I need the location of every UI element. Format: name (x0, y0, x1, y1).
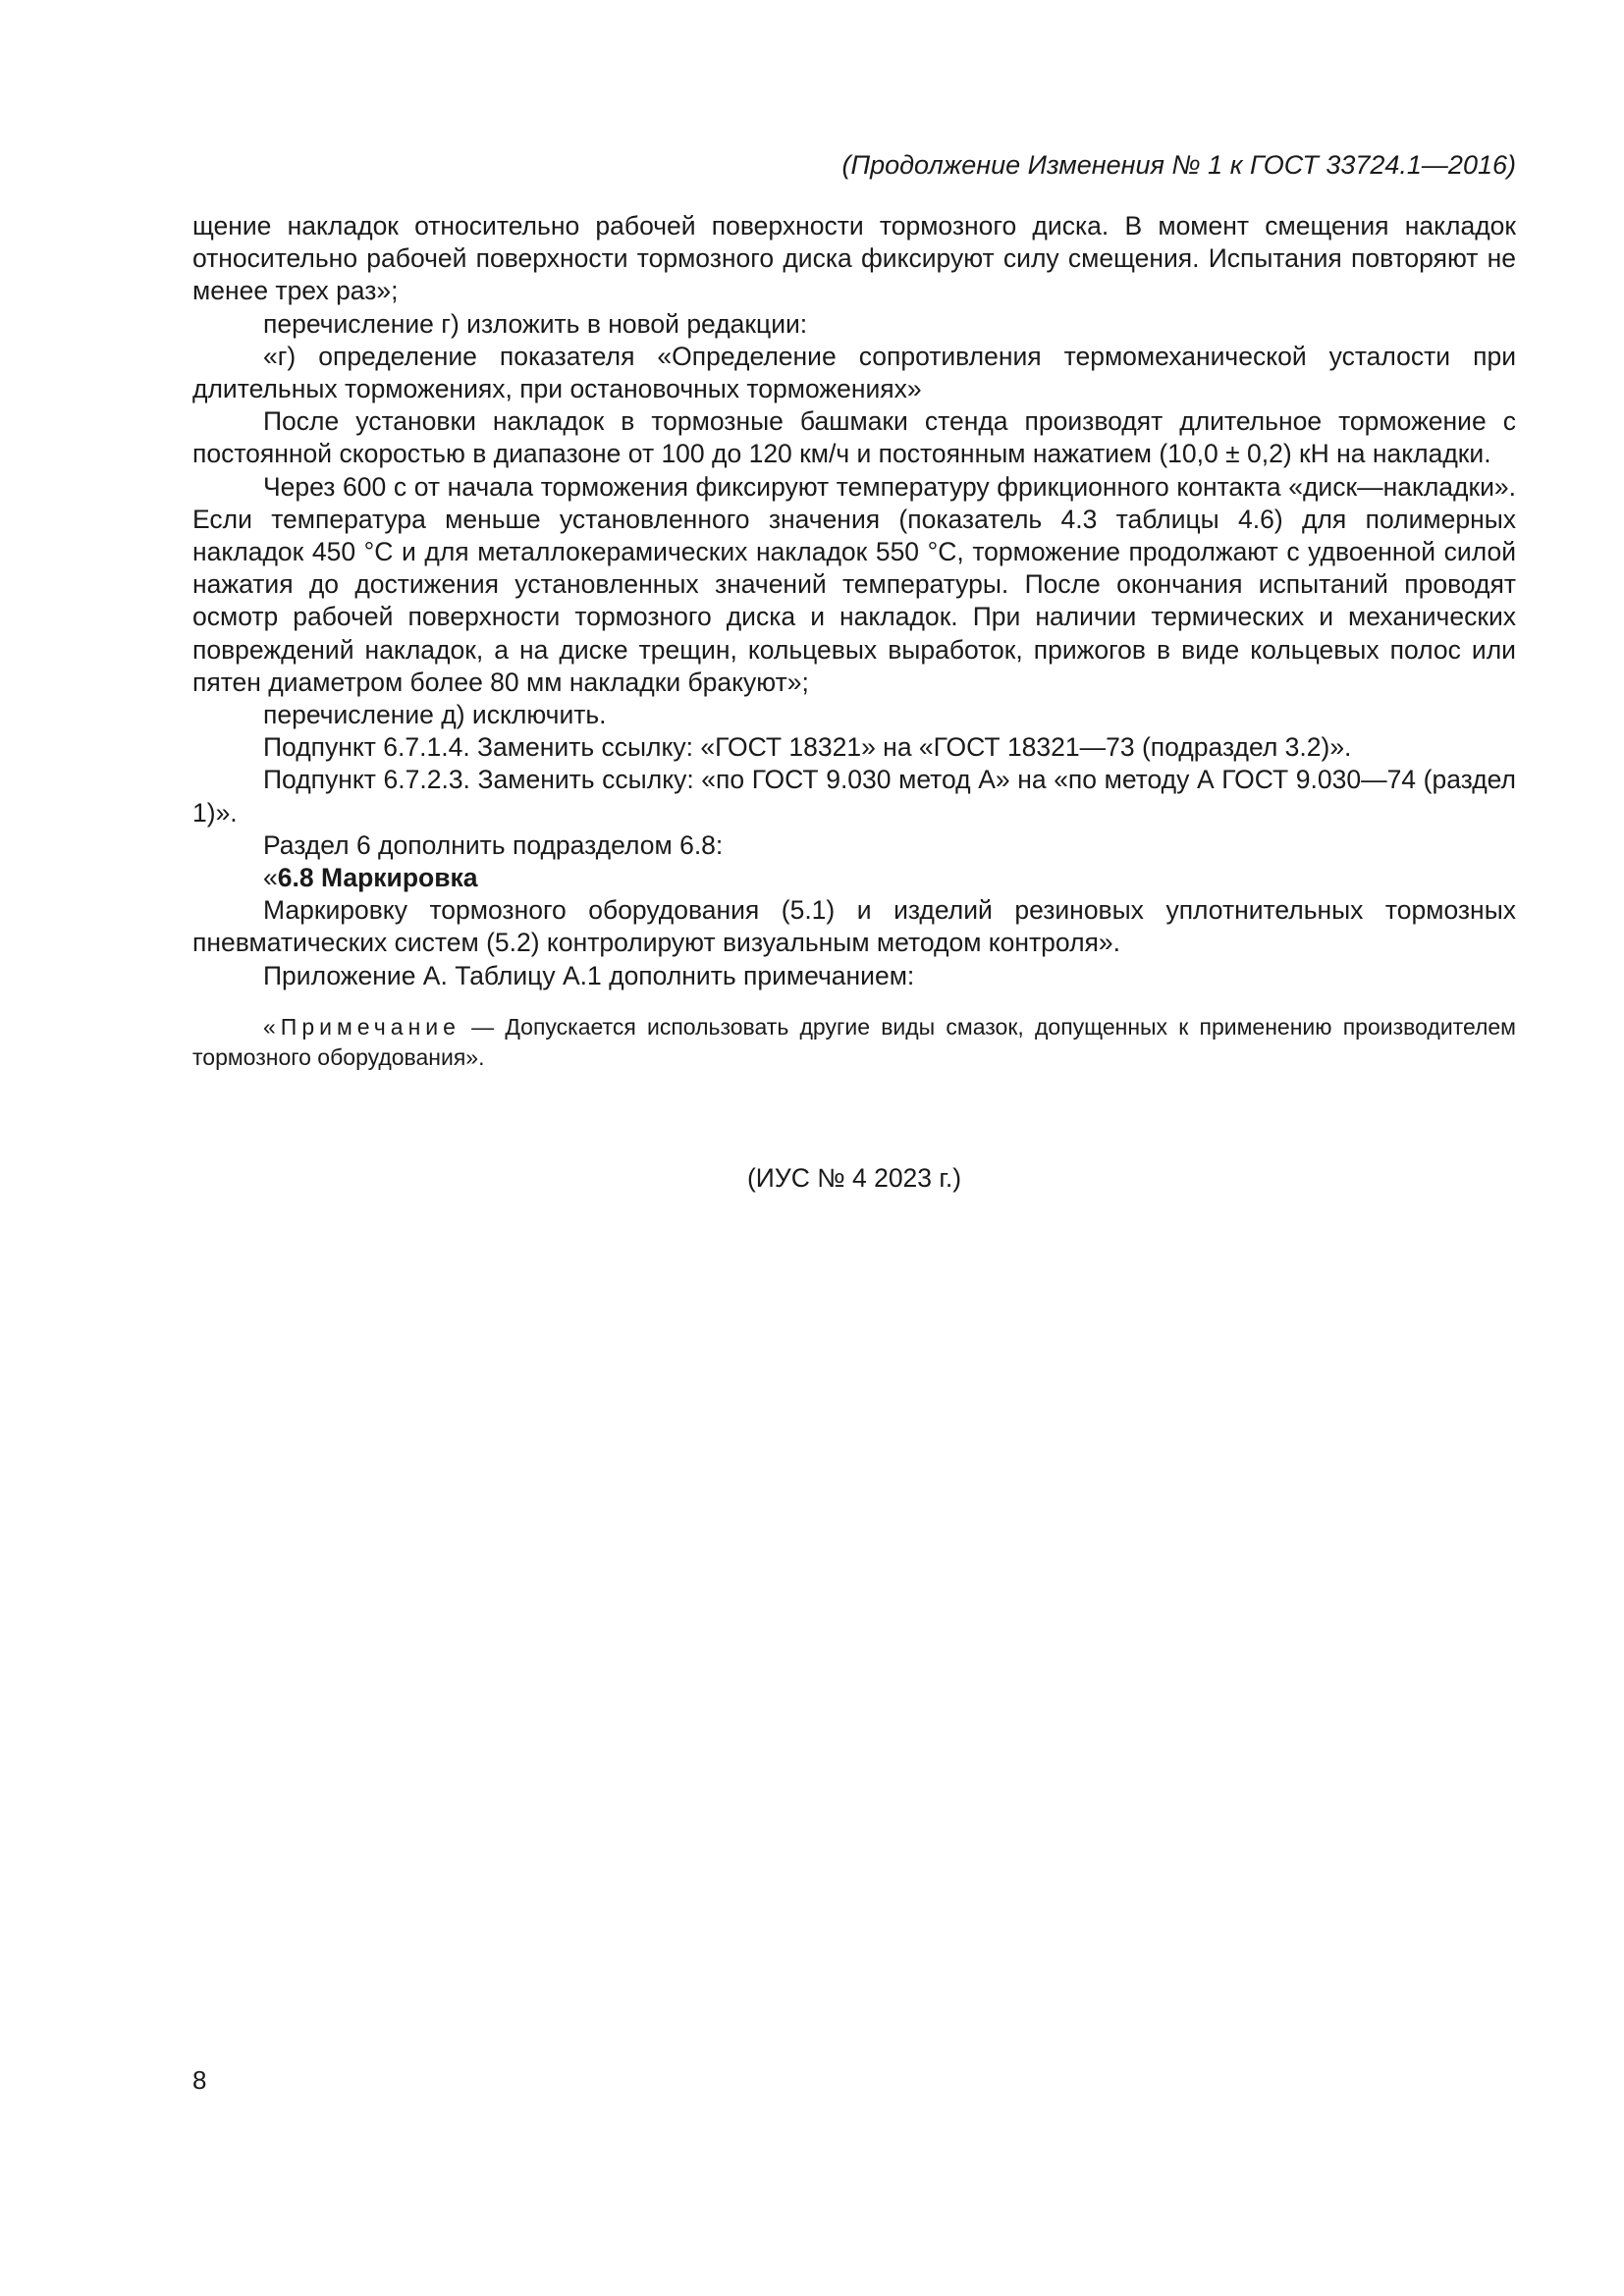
paragraph-marking-control: Маркировку тормозного оборудования (5.1) и изделий резиновых уплотнительных тормозных пневматических систем (5.2) контролируют визуальным методом контроля». (192, 895, 1516, 958)
paragraph-temperature-check: Через 600 с от начала торможения фиксируют температуру фрикционного контакта «диск—накладки». Если температура меньше установленного значения (показатель 4.3 таблицы 4.6) для полимерных накладок 450 °С и для металлокерамических накладок 550 °С, торможение продолжают с удвоенной силой нажатия до достижения установленных значений температуры. После окончания испытаний проводят осмотр рабочей поверхности тормозного диска и накладок. При наличии термических и механических повреждений накладок, а на диске трещин, кольцевых выработок, прижогов в виде кольцевых полос или пятен диаметром более 80 мм накладки бракуют»; (192, 471, 1516, 697)
paragraph-annex-a: Приложение А. Таблицу А.1 дополнить примечанием: (263, 960, 915, 990)
paragraph-item-g-title: «г) определение показателя «Определение сопротивления термомеханической усталости при длительных торможениях, при остановочных торможениях» (192, 341, 1516, 404)
paragraph-subclause-6714: Подпункт 6.7.1.4. Заменить ссылку: «ГОСТ 18321» на «ГОСТ 18321—73 (подраздел 3.2)». (263, 732, 1352, 763)
paragraph-enumeration-d: перечисление д) исключить. (263, 700, 607, 730)
paragraph-braking-setup: После установки накладок в тормозные башмаки стенда производят длительное торможение с постоянной скоростью в диапазоне от 100 до 120 км/ч и постоянным нажатием (10,0 ± 0,2) кН на накладки. (192, 406, 1516, 469)
section-heading-quote: « (263, 863, 278, 893)
note-text: — Допускается использовать другие виды смазок, допущенных к применению производителем тормозного оборудования». (192, 1013, 1516, 1070)
main-text (192, 210, 1516, 1073)
section-heading-text: 6.8 Маркировка (277, 863, 478, 893)
paragraph-section-6-addition: Раздел 6 дополнить подразделом 6.8: (263, 829, 724, 860)
paragraph-subclause-6723: Подпункт 6.7.2.3. Заменить ссылку: «по ГОСТ 9.030 метод А» на «по методу А ГОСТ 9.030—74 (раздел 1)». (192, 765, 1516, 828)
note-paragraph (192, 1012, 1516, 1073)
section-heading-6-8 (192, 862, 1516, 894)
paragraph-continuation: щение накладок относительно рабочей поверхности тормозного диска. В момент смещения накладок относительно рабочей поверхности тормозного диска фиксируют силу смещения. Испытания повторяют не менее трех раз»; (192, 211, 1516, 306)
issue-reference: (ИУС № 4 2023 г.) (746, 1163, 962, 1193)
paragraph-enumeration-g: перечисление г) изложить в новой редакции: (263, 308, 808, 339)
page-number: 8 (192, 2065, 207, 2095)
running-header: (Продолжение Изменения № 1 к ГОСТ 33724.1—2016) (841, 150, 1516, 180)
note-lead: «Примечание (263, 1013, 460, 1040)
